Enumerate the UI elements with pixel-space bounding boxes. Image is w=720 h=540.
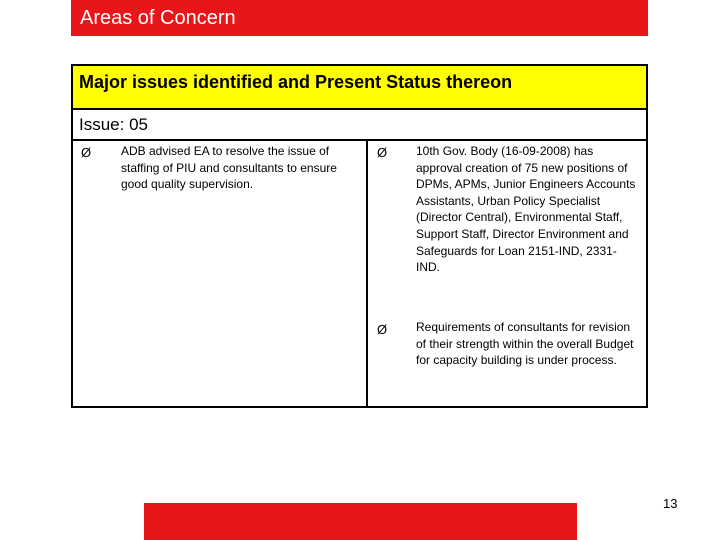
arrow-bullet-icon: Ø xyxy=(377,322,388,337)
issue-label: Issue: 05 xyxy=(79,115,148,134)
page-number: 13 xyxy=(663,496,678,511)
title-bar xyxy=(71,0,648,36)
arrow-bullet-icon: Ø xyxy=(377,145,388,160)
right-item: Requirements of consultants for revision of their strength within the overall Budget for capacity building is under process. xyxy=(416,320,634,368)
table-header: Major issues identified and Present Status thereon xyxy=(79,72,513,92)
left-item: ADB advised EA to resolve the issue of staffing of PIU and consultants to ensure good quality supervision. xyxy=(121,144,337,192)
issue-row xyxy=(73,110,646,141)
footer-bar xyxy=(144,503,577,540)
table-header-row xyxy=(73,66,646,110)
slide-title: Areas of Concern xyxy=(80,7,236,29)
arrow-bullet-icon: Ø xyxy=(81,145,92,160)
column-divider xyxy=(366,141,368,406)
right-item: 10th Gov. Body (16-09-2008) has approval creation of 75 new positions of DPMs, APMs, Junior Engineers Accounts Assistants, Urban Policy Specialist (Director Central), Environmental Staff, Support Staff, Director Environment and Safeguards for Loan 2151-IND, 2331-IND. xyxy=(416,144,636,275)
issues-table xyxy=(71,64,648,408)
